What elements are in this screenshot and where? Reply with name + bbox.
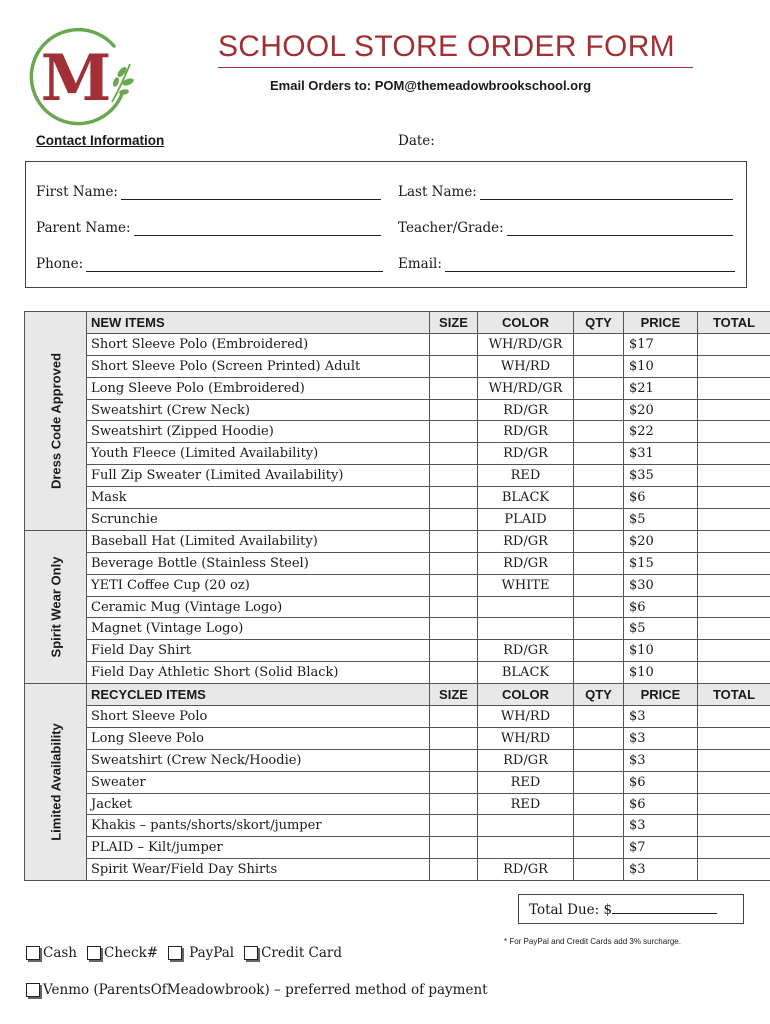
order-table-body [25, 312, 770, 881]
size-input-cell[interactable] [430, 596, 478, 618]
payment-check-option[interactable] [87, 945, 158, 961]
qty-input-cell[interactable] [574, 333, 624, 355]
qty-column-header: QTY [574, 312, 624, 334]
total-input-cell[interactable] [698, 771, 770, 793]
item-name-cell: YETI Coffee Cup (20 oz) [87, 574, 430, 596]
total-input-cell[interactable] [698, 552, 770, 574]
total-input-cell[interactable] [698, 727, 770, 749]
total-input-cell[interactable] [698, 749, 770, 771]
color-cell: RD/GR [478, 443, 574, 465]
price-cell: $7 [624, 837, 698, 859]
item-name-cell: Field Day Shirt [87, 640, 430, 662]
total-input-cell[interactable] [698, 487, 770, 509]
price-cell: $22 [624, 421, 698, 443]
teacher-grade-input-line[interactable] [507, 222, 733, 236]
email-label: Email: [398, 256, 442, 272]
qty-input-cell[interactable] [574, 815, 624, 837]
item-column-header: RECYCLED ITEMS [87, 684, 430, 706]
table-row [25, 552, 770, 574]
table-row [25, 749, 770, 771]
item-name-cell: Sweatshirt (Zipped Hoodie) [87, 421, 430, 443]
color-cell: BLACK [478, 487, 574, 509]
item-name-cell: Long Sleeve Polo [87, 727, 430, 749]
order-table [24, 311, 770, 881]
size-input-cell[interactable] [430, 574, 478, 596]
size-input-cell[interactable] [430, 421, 478, 443]
qty-input-cell[interactable] [574, 640, 624, 662]
total-input-cell[interactable] [698, 640, 770, 662]
table-row [25, 421, 770, 443]
item-name-cell: Sweater [87, 771, 430, 793]
item-name-cell: Sweatshirt (Crew Neck) [87, 399, 430, 421]
size-input-cell[interactable] [430, 333, 478, 355]
item-name-cell: Spirit Wear/Field Day Shirts [87, 859, 430, 881]
total-due-label: Total Due: $ [529, 902, 613, 918]
price-cell: $3 [624, 727, 698, 749]
price-cell: $17 [624, 333, 698, 355]
teacher-grade-label: Teacher/Grade: [398, 220, 504, 236]
qty-input-cell[interactable] [574, 771, 624, 793]
last-name-field[interactable] [398, 184, 733, 200]
size-input-cell[interactable] [430, 662, 478, 684]
total-due-box[interactable] [518, 894, 744, 924]
table-row [25, 706, 770, 728]
venmo-checkbox[interactable] [26, 983, 40, 997]
qty-input-cell[interactable] [574, 706, 624, 728]
size-input-cell[interactable] [430, 640, 478, 662]
qty-input-cell[interactable] [574, 749, 624, 771]
qty-input-cell[interactable] [574, 793, 624, 815]
price-column-header: PRICE [624, 312, 698, 334]
item-name-cell: Khakis – pants/shorts/skort/jumper [87, 815, 430, 837]
item-name-cell: Baseball Hat (Limited Availability) [87, 530, 430, 552]
item-name-cell: Mask [87, 487, 430, 509]
table-row [25, 509, 770, 531]
item-name-cell: Beverage Bottle (Stainless Steel) [87, 552, 430, 574]
teacher-grade-field[interactable] [398, 220, 733, 236]
item-name-cell: Short Sleeve Polo [87, 706, 430, 728]
qty-input-cell[interactable] [574, 399, 624, 421]
table-row [25, 815, 770, 837]
recycled-items-header-row [25, 684, 770, 706]
table-row [25, 574, 770, 596]
phone-label: Phone: [36, 256, 84, 272]
table-row [25, 662, 770, 684]
price-cell: $5 [624, 618, 698, 640]
table-row [25, 399, 770, 421]
size-input-cell[interactable] [430, 749, 478, 771]
qty-input-cell[interactable] [574, 552, 624, 574]
venmo-label: Venmo (ParentsOfMeadowbrook) – preferred method of payment [43, 982, 488, 998]
price-cell: $30 [624, 574, 698, 596]
table-row [25, 487, 770, 509]
qty-input-cell[interactable] [574, 377, 624, 399]
surcharge-note: * For PayPal and Credit Cards add 3% surcharge. [504, 937, 681, 946]
check-checkbox[interactable] [87, 946, 101, 960]
color-cell: RD/GR [478, 859, 574, 881]
item-name-cell: Field Day Athletic Short (Solid Black) [87, 662, 430, 684]
qty-input-cell[interactable] [574, 509, 624, 531]
table-row [25, 355, 770, 377]
size-column-header: SIZE [430, 312, 478, 334]
color-cell: WHITE [478, 574, 574, 596]
qty-input-cell[interactable] [574, 355, 624, 377]
price-cell: $6 [624, 771, 698, 793]
size-input-cell[interactable] [430, 771, 478, 793]
total-input-cell[interactable] [698, 837, 770, 859]
size-input-cell[interactable] [430, 706, 478, 728]
table-row [25, 837, 770, 859]
qty-input-cell[interactable] [574, 618, 624, 640]
table-row [25, 377, 770, 399]
color-cell: RD/GR [478, 552, 574, 574]
size-input-cell[interactable] [430, 618, 478, 640]
size-input-cell[interactable] [430, 552, 478, 574]
color-cell: PLAID [478, 509, 574, 531]
item-name-cell: PLAID – Kilt/jumper [87, 837, 430, 859]
qty-input-cell[interactable] [574, 596, 624, 618]
color-cell: WH/RD [478, 706, 574, 728]
parent-name-field[interactable] [36, 220, 381, 236]
price-cell: $15 [624, 552, 698, 574]
item-name-cell: Short Sleeve Polo (Embroidered) [87, 333, 430, 355]
item-name-cell: Magnet (Vintage Logo) [87, 618, 430, 640]
price-cell: $3 [624, 706, 698, 728]
color-cell: WH/RD [478, 355, 574, 377]
size-input-cell[interactable] [430, 355, 478, 377]
email-field[interactable] [398, 256, 735, 272]
phone-field[interactable] [36, 256, 383, 272]
price-cell: $10 [624, 662, 698, 684]
color-cell: RED [478, 465, 574, 487]
date-label: Date: [398, 133, 435, 149]
size-input-cell[interactable] [430, 443, 478, 465]
table-row [25, 530, 770, 552]
table-row [25, 618, 770, 640]
title-underline [218, 67, 693, 68]
contact-info-heading: Contact Information [36, 133, 165, 148]
total-input-cell[interactable] [698, 377, 770, 399]
size-input-cell[interactable] [430, 530, 478, 552]
size-input-cell[interactable] [430, 815, 478, 837]
price-cell: $6 [624, 793, 698, 815]
price-cell: $6 [624, 487, 698, 509]
form-title: SCHOOL STORE ORDER FORM [218, 30, 675, 63]
price-cell: $3 [624, 815, 698, 837]
price-cell: $31 [624, 443, 698, 465]
color-cell: RD/GR [478, 399, 574, 421]
total-input-cell[interactable] [698, 509, 770, 531]
first-name-label: First Name: [36, 184, 118, 200]
color-cell: WH/RD [478, 727, 574, 749]
price-cell: $10 [624, 355, 698, 377]
payment-options [26, 945, 352, 961]
price-cell: $20 [624, 399, 698, 421]
table-row [25, 727, 770, 749]
table-row [25, 333, 770, 355]
qty-input-cell[interactable] [574, 465, 624, 487]
qty-input-cell[interactable] [574, 530, 624, 552]
total-input-cell[interactable] [698, 662, 770, 684]
credit-card-checkbox[interactable] [244, 946, 258, 960]
qty-input-cell[interactable] [574, 662, 624, 684]
item-column-header: NEW ITEMS [87, 312, 430, 334]
total-input-cell[interactable] [698, 859, 770, 881]
contact-info-box [25, 161, 747, 288]
table-row [25, 640, 770, 662]
svg-text:M: M [40, 41, 112, 116]
price-cell: $5 [624, 509, 698, 531]
size-input-cell[interactable] [430, 837, 478, 859]
color-cell: WH/RD/GR [478, 333, 574, 355]
section-limited-availability [25, 684, 87, 881]
price-cell: $20 [624, 530, 698, 552]
first-name-input-line[interactable] [121, 186, 381, 200]
payment-venmo-option[interactable] [26, 982, 488, 998]
color-cell: WH/RD/GR [478, 377, 574, 399]
qty-column-header: QTY [574, 684, 624, 706]
item-name-cell: Short Sleeve Polo (Screen Printed) Adult [87, 355, 430, 377]
qty-input-cell[interactable] [574, 443, 624, 465]
item-name-cell: Scrunchie [87, 509, 430, 531]
payment-paypal-option[interactable] [168, 945, 234, 961]
parent-name-input-line[interactable] [134, 222, 381, 236]
section-spirit-wear-only [25, 530, 87, 683]
email-instructions: Email Orders to: POM@themeadowbrookschool.org [270, 78, 592, 93]
color-column-header: COLOR [478, 312, 574, 334]
price-cell: $21 [624, 377, 698, 399]
payment-cash-option[interactable] [26, 945, 77, 961]
table-row [25, 771, 770, 793]
total-input-cell[interactable] [698, 465, 770, 487]
item-name-cell: Jacket [87, 793, 430, 815]
color-cell [478, 815, 574, 837]
qty-input-cell[interactable] [574, 837, 624, 859]
color-cell [478, 596, 574, 618]
color-cell [478, 837, 574, 859]
table-row [25, 465, 770, 487]
qty-input-cell[interactable] [574, 574, 624, 596]
price-cell: $3 [624, 859, 698, 881]
paypal-label: PayPal [189, 945, 235, 961]
color-cell: RD/GR [478, 421, 574, 443]
table-row [25, 859, 770, 881]
item-name-cell: Full Zip Sweater (Limited Availability) [87, 465, 430, 487]
size-input-cell[interactable] [430, 859, 478, 881]
price-cell: $35 [624, 465, 698, 487]
last-name-input-line[interactable] [480, 186, 733, 200]
total-input-cell[interactable] [698, 333, 770, 355]
total-input-cell[interactable] [698, 815, 770, 837]
total-input-cell[interactable] [698, 355, 770, 377]
table-row [25, 443, 770, 465]
total-input-cell[interactable] [698, 618, 770, 640]
price-cell: $6 [624, 596, 698, 618]
price-cell: $10 [624, 640, 698, 662]
item-name-cell: Sweatshirt (Crew Neck/Hoodie) [87, 749, 430, 771]
check-label: Check# [104, 945, 159, 961]
payment-credit-card-option[interactable] [244, 945, 342, 961]
size-input-cell[interactable] [430, 727, 478, 749]
total-input-cell[interactable] [698, 596, 770, 618]
size-input-cell[interactable] [430, 399, 478, 421]
total-input-cell[interactable] [698, 574, 770, 596]
total-column-header: TOTAL [698, 312, 770, 334]
total-input-cell[interactable] [698, 421, 770, 443]
size-input-cell[interactable] [430, 377, 478, 399]
total-input-cell[interactable] [698, 530, 770, 552]
color-cell [478, 618, 574, 640]
color-cell: BLACK [478, 662, 574, 684]
table-row [25, 793, 770, 815]
price-cell: $3 [624, 749, 698, 771]
parent-name-label: Parent Name: [36, 220, 131, 236]
qty-input-cell[interactable] [574, 727, 624, 749]
last-name-label: Last Name: [398, 184, 477, 200]
total-input-cell[interactable] [698, 443, 770, 465]
table-row [25, 596, 770, 618]
qty-input-cell[interactable] [574, 487, 624, 509]
cash-checkbox[interactable] [26, 946, 40, 960]
school-logo [26, 24, 136, 128]
size-column-header: SIZE [430, 684, 478, 706]
price-column-header: PRICE [624, 684, 698, 706]
paypal-checkbox[interactable] [168, 946, 182, 960]
first-name-field[interactable] [36, 184, 381, 200]
email-input-line[interactable] [445, 258, 735, 272]
color-cell: RD/GR [478, 530, 574, 552]
item-name-cell: Long Sleeve Polo (Embroidered) [87, 377, 430, 399]
cash-label: Cash [43, 945, 78, 961]
total-column-header: TOTAL [698, 684, 770, 706]
total-input-cell[interactable] [698, 399, 770, 421]
total-due-input-line[interactable] [612, 901, 717, 914]
section-dress-code-approved-label: Dress Code Approved [48, 352, 63, 489]
color-cell: RED [478, 771, 574, 793]
color-cell: RD/GR [478, 749, 574, 771]
section-spirit-wear-only-label: Spirit Wear Only [48, 556, 63, 658]
section-dress-code-approved [25, 312, 87, 531]
total-input-cell[interactable] [698, 793, 770, 815]
color-column-header: COLOR [478, 684, 574, 706]
new-items-header-row [25, 312, 770, 334]
size-input-cell[interactable] [430, 793, 478, 815]
total-input-cell[interactable] [698, 706, 770, 728]
color-cell: RD/GR [478, 640, 574, 662]
qty-input-cell[interactable] [574, 859, 624, 881]
size-input-cell[interactable] [430, 487, 478, 509]
section-limited-availability-label: Limited Availability [48, 723, 63, 841]
item-name-cell: Ceramic Mug (Vintage Logo) [87, 596, 430, 618]
size-input-cell[interactable] [430, 465, 478, 487]
credit-card-label: Credit Card [261, 945, 343, 961]
phone-input-line[interactable] [86, 258, 383, 272]
item-name-cell: Youth Fleece (Limited Availability) [87, 443, 430, 465]
size-input-cell[interactable] [430, 509, 478, 531]
qty-input-cell[interactable] [574, 421, 624, 443]
color-cell: RED [478, 793, 574, 815]
